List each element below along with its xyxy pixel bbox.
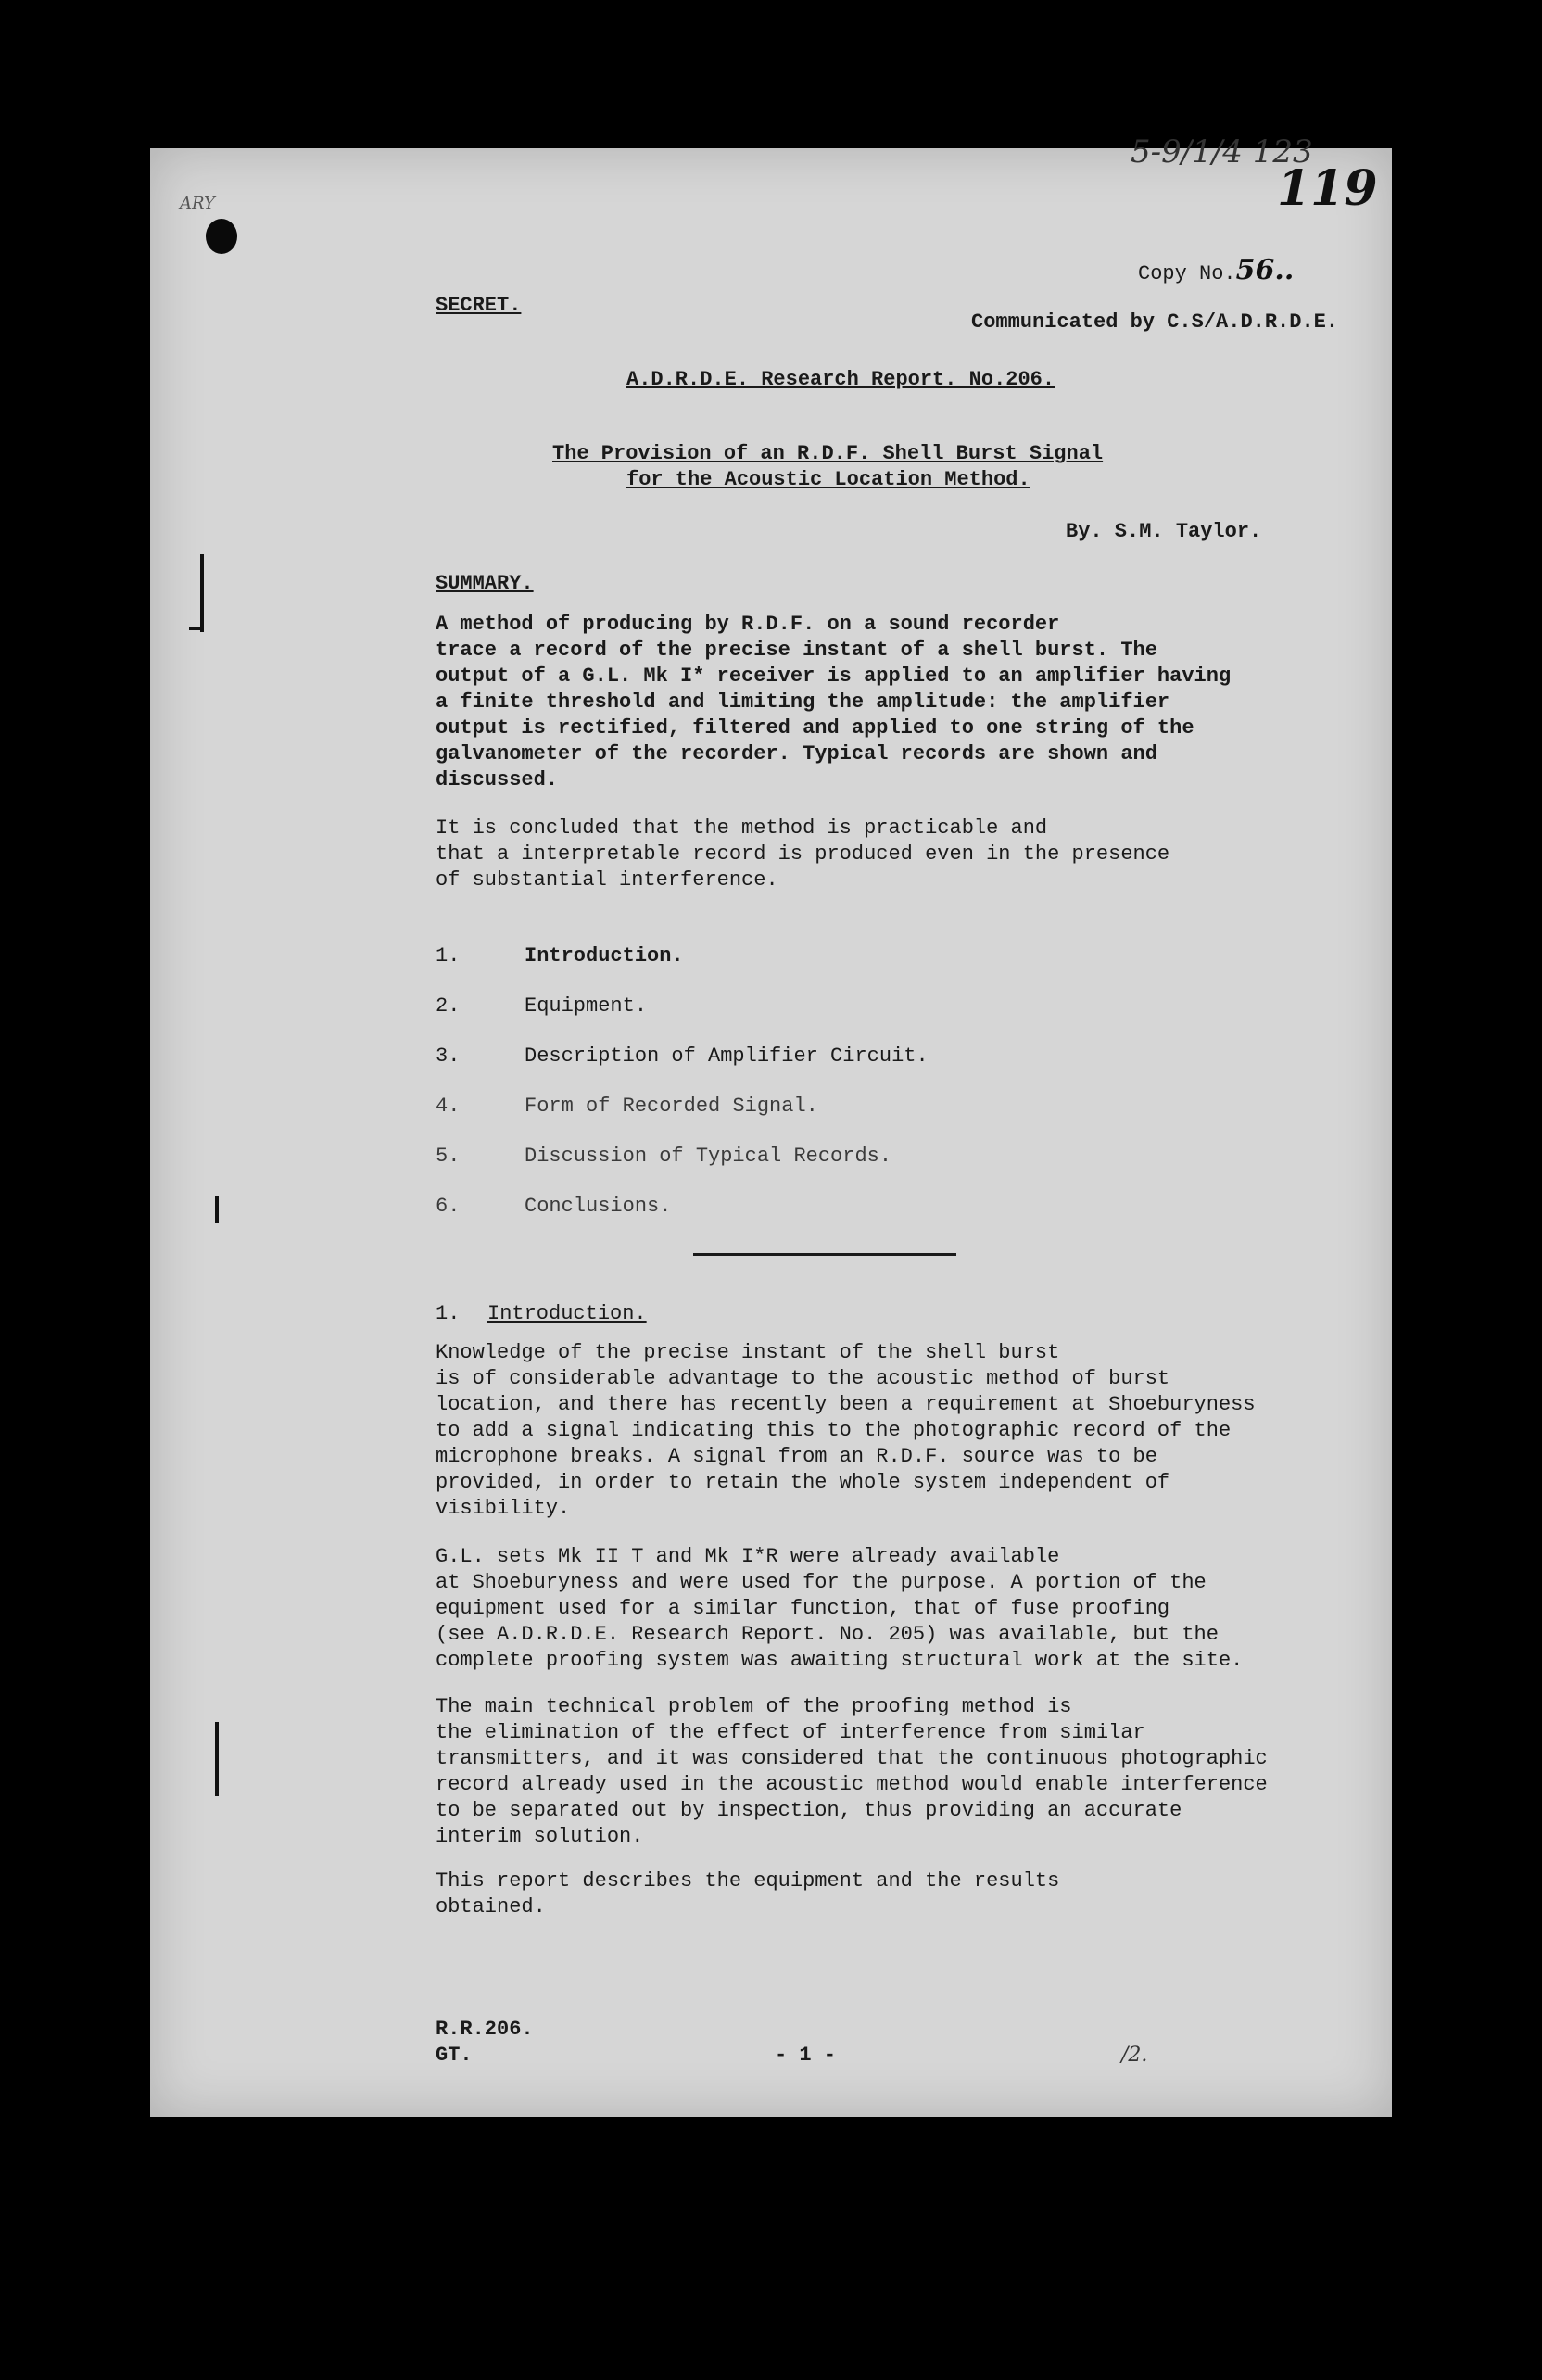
margin-mark [215, 1196, 219, 1223]
report-title-line-1: The Provision of an R.D.F. Shell Burst Signal [552, 442, 1104, 465]
copy-number-value: 56.. [1235, 254, 1295, 286]
report-title-line-2: for the Acoustic Location Method. [626, 468, 1030, 491]
report-author: By. S.M. Taylor. [1066, 520, 1262, 543]
section-divider [693, 1253, 956, 1256]
margin-mark [200, 554, 204, 632]
summary-paragraph-1: A method of producing by R.D.F. on a sound recorder trace a record of the precise instant of a shell burst. The output of a G.L. Mk I* receiver is applied to an amplifier having a finite threshold and limiting the amplitude: the amplifier output is rectified, filtered and applied to one string of the galvanometer of the recorder. Typical records are shown and discussed. [436, 613, 1232, 791]
introduction-paragraph-3: The main technical problem of the proofing method is the elimination of the effect of interference from similar transmitters, and it was considered that the continuous photographic record already used in the acoustic method would enable interference to be separated out by inspection, thus providing an accurate interim solution. [436, 1695, 1268, 1848]
contents-item-number: 1. [436, 944, 461, 968]
contents-item-label: Description of Amplifier Circuit. [525, 1044, 929, 1068]
introduction-paragraph-2: G.L. sets Mk II T and Mk I*R were already available at Shoeburyness and were used for the purpose. A portion of the equipment used for a similar function, that of fuse proofing (see A.D.R.D.E. Research Report. No. 205) was available, but the complete proofing system was awaiting structural work at the site. [436, 1545, 1244, 1672]
section-number: 1. [436, 1302, 461, 1325]
contents-item-number: 4. [436, 1095, 461, 1118]
handwritten-folio: 119 [1277, 160, 1378, 217]
communicated-by: Communicated by C.S/A.D.R.D.E. [971, 310, 1339, 334]
contents-item-label: Form of Recorded Signal. [525, 1095, 818, 1118]
contents-item-label: Discussion of Typical Records. [525, 1145, 892, 1168]
summary-heading: SUMMARY. [436, 572, 534, 595]
copy-number-label: Copy No.56.. [1138, 254, 1295, 286]
margin-mark [189, 627, 204, 630]
handwritten-corner-note: ARY [180, 194, 215, 213]
punch-hole [206, 219, 237, 254]
contents-item-number: 3. [436, 1044, 461, 1068]
footer-reference: R.R.206. [436, 2018, 534, 2041]
footer-initials: GT. [436, 2044, 473, 2067]
handwritten-reference: 5-9/1/4 123 [1131, 133, 1313, 171]
contents-item-label: Conclusions. [525, 1195, 672, 1218]
next-page-indicator: /2. [1121, 2044, 1148, 2067]
introduction-paragraph-4: This report describes the equipment and the results obtained. [436, 1869, 1060, 1918]
contents-item-number: 2. [436, 994, 461, 1018]
contents-item-number: 6. [436, 1195, 461, 1218]
contents-item-number: 5. [436, 1145, 461, 1168]
summary-paragraph-2: It is concluded that the method is practicable and that a interpretable record is produced even in the presence of substantial interference. [436, 817, 1170, 892]
section-heading: Introduction. [487, 1302, 647, 1325]
introduction-paragraph-1: Knowledge of the precise instant of the shell burst is of considerable advantage to the acoustic method of burst location, and there has recently been a requirement at Shoeburyness to add a signal indicating this to the photographic record of the microphone breaks. A signal from an R.D.F. source was to be provided, in order to retain the whole system independent of visibility. [436, 1341, 1256, 1520]
page-number: - 1 - [775, 2044, 837, 2067]
contents-item-label: Equipment. [525, 994, 648, 1018]
classification-label: SECRET. [436, 294, 522, 317]
margin-mark [215, 1722, 219, 1796]
contents-item-label: Introduction. [525, 944, 684, 968]
report-number: A.D.R.D.E. Research Report. No.206. [626, 368, 1055, 391]
